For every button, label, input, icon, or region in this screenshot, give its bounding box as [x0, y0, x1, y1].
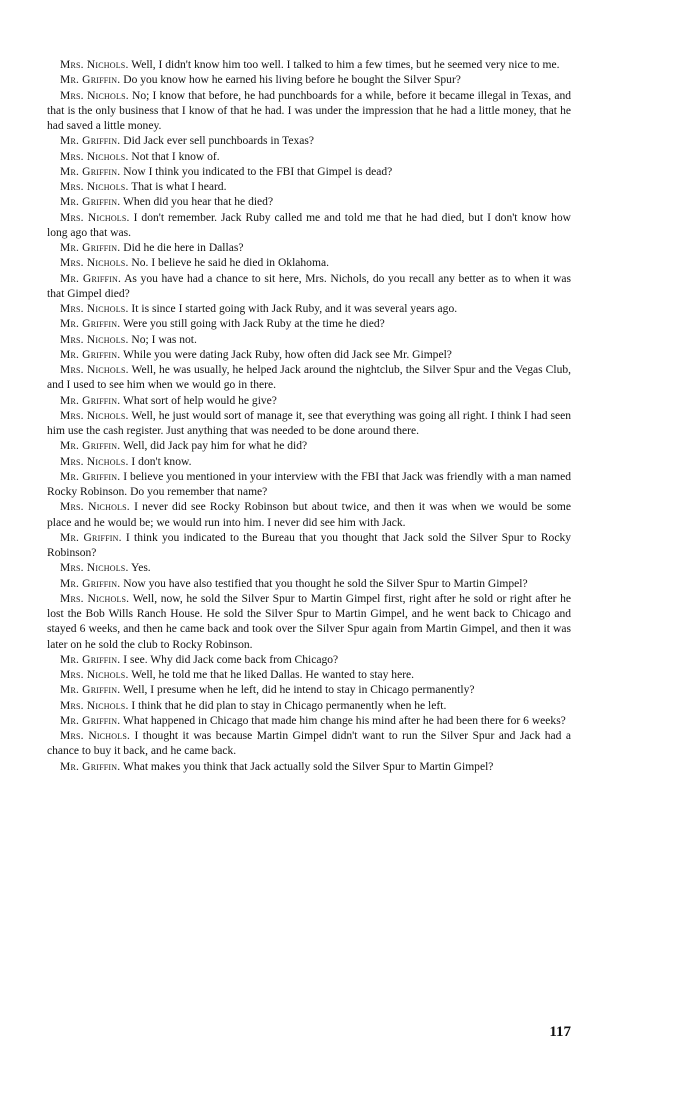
- speaker-name: Mr. Griffin.: [60, 165, 121, 178]
- speech-text: What makes you think that Jack actually sold the Silver Spur to Martin Gimpel?: [120, 760, 494, 773]
- speaker-name: Mr. Griffin.: [60, 760, 121, 773]
- transcript-paragraph: [47, 363, 571, 394]
- speech-text: Not that I know of.: [128, 150, 220, 163]
- speech-text: I don't know.: [128, 455, 192, 468]
- speaker-name: Mrs. Nichols.: [60, 592, 130, 605]
- transcript-paragraph: [47, 577, 571, 592]
- transcript-paragraph: [47, 760, 571, 775]
- speech-text: I see. Why did Jack come back from Chicago?: [120, 653, 339, 666]
- transcript-paragraph: [47, 653, 571, 668]
- speaker-name: Mr. Griffin.: [60, 684, 121, 697]
- transcript-paragraph: [47, 134, 571, 149]
- transcript-paragraph: [47, 73, 571, 88]
- speech-text: Well, I presume when he left, did he intend to stay in Chicago permanently?: [120, 684, 475, 697]
- speech-text: No; I know that before, he had punchboards for a while, before it became illegal in Texas, and that is the only business that I know of that he had. I was under the impression that he had a little money, that he had saved a little money.: [47, 89, 572, 132]
- speaker-name: Mrs. Nichols.: [60, 181, 129, 193]
- speaker-name: Mrs. Nichols.: [60, 669, 129, 681]
- speech-text: Well, he was usually, he helped Jack around the nightclub, the Silver Spur and the Vegas Club, and I used to see him when we would go in there.: [47, 364, 571, 392]
- speaker-name: Mrs. Nichols.: [60, 211, 130, 224]
- transcript-paragraph: [47, 500, 571, 531]
- speaker-name: Mr. Griffin.: [60, 714, 121, 727]
- speech-text: Now you have also testified that you thought he sold the Silver Spur to Martin Gimpel?: [120, 577, 528, 590]
- transcript-paragraph: [47, 256, 571, 271]
- transcript-paragraph: [47, 714, 571, 729]
- speech-text: I think you indicated to the Bureau that you thought that Jack sold the Silver Spur to Rocky Robinson?: [47, 531, 572, 559]
- transcript-paragraph: [47, 592, 571, 653]
- speaker-name: Mr. Griffin.: [60, 272, 122, 285]
- speech-text: Did he die here in Dallas?: [120, 242, 244, 254]
- speech-text: I think that he did plan to stay in Chicago permanently when he left.: [128, 699, 447, 712]
- speech-text: It is since I started going with Jack Ruby, and it was several years ago.: [128, 303, 458, 315]
- transcript-paragraph: [47, 211, 571, 242]
- transcript-paragraph: [47, 439, 571, 454]
- speech-text: Did Jack ever sell punchboards in Texas?: [120, 135, 314, 148]
- speaker-name: Mr. Griffin.: [60, 348, 121, 361]
- transcript-paragraph: [47, 683, 571, 698]
- transcript-paragraph: [47, 394, 571, 409]
- speech-text: Well, did Jack pay him for what he did?: [120, 440, 308, 453]
- speech-text: I don't remember. Jack Ruby called me and told me that he had died, but I don't know how long ago that was.: [47, 211, 571, 239]
- transcript-paragraph: [47, 195, 571, 210]
- transcript-paragraph: [47, 241, 571, 256]
- speech-text: Do you know how he earned his living before he bought the Silver Spur?: [120, 74, 461, 87]
- speech-text: Well, now, he sold the Silver Spur to Martin Gimpel first, right after he sold or right after he lost the Bob Wills Ranch House. He sold the Silver Spur to Martin Gimpel, and he went back to Chicago and stayed 6 weeks, and then he came back and took over the Silver Spur again from Martin Gimpel, and then it was later on he sold the club to Rocky Robinson.: [47, 592, 571, 651]
- transcript-paragraph: [47, 317, 571, 332]
- transcript-paragraph: [47, 150, 571, 165]
- transcript-paragraph: [47, 699, 571, 714]
- transcript-paragraph: [47, 668, 571, 683]
- speech-text: What sort of help would he give?: [120, 394, 277, 407]
- speaker-name: Mrs. Nichols.: [60, 501, 130, 514]
- speaker-name: Mrs. Nichols.: [60, 150, 129, 163]
- speaker-name: Mr. Griffin.: [60, 531, 122, 544]
- speech-text: While you were dating Jack Ruby, how often did Jack see Mr. Gimpel?: [120, 348, 452, 361]
- speech-text: Well, I didn't know him too well. I talked to him a few times, but he seemed very nice to me.: [128, 59, 560, 71]
- speaker-name: Mr. Griffin.: [60, 74, 121, 87]
- speech-text: What happened in Chicago that made him change his mind after he had been there for 6 weeks?: [120, 714, 566, 727]
- transcript-paragraph: [47, 165, 571, 180]
- speaker-name: Mrs. Nichols.: [60, 303, 129, 315]
- speaker-name: Mr. Griffin.: [60, 135, 121, 148]
- speaker-name: Mr. Griffin.: [60, 318, 121, 331]
- speaker-name: Mrs. Nichols.: [60, 89, 129, 102]
- speech-text: Yes.: [128, 562, 151, 575]
- speaker-name: Mrs. Nichols.: [60, 562, 129, 575]
- speaker-name: Mrs. Nichols.: [60, 257, 129, 270]
- speaker-name: Mr. Griffin.: [60, 196, 121, 209]
- speaker-name: Mrs. Nichols.: [60, 333, 129, 346]
- page-number: 117: [549, 1024, 571, 1040]
- transcript-paragraph: [47, 729, 571, 760]
- speech-text: When did you hear that he died?: [120, 196, 274, 209]
- speech-text: Were you still going with Jack Ruby at the time he died?: [120, 318, 385, 331]
- transcript-paragraph: [47, 470, 571, 501]
- transcript-paragraph: [47, 455, 571, 470]
- speech-text: That is what I heard.: [128, 181, 227, 193]
- speaker-name: Mrs. Nichols.: [60, 699, 129, 712]
- transcript-paragraph: [47, 561, 571, 576]
- speaker-name: Mrs. Nichols.: [60, 364, 129, 376]
- testimony-page: [47, 58, 571, 775]
- speech-text: I never did see Rocky Robinson but about twice, and then it was when we would be some place and he would be; we would run into him. I never did see him with Jack.: [47, 501, 571, 529]
- speaker-name: Mrs. Nichols.: [60, 730, 131, 742]
- speaker-name: Mr. Griffin.: [60, 242, 121, 254]
- speaker-name: Mrs. Nichols.: [60, 455, 129, 468]
- transcript-paragraph: [47, 302, 571, 317]
- transcript-paragraph: [47, 89, 571, 135]
- transcript-paragraph: [47, 409, 571, 440]
- speech-text: No. I believe he said he died in Oklahoma.: [128, 257, 329, 270]
- speech-text: No; I was not.: [128, 333, 197, 346]
- speech-text: I thought it was because Martin Gimpel didn't want to run the Silver Spur and Jack had a chance to buy it back, and he came back.: [47, 730, 571, 758]
- transcript-paragraph: [47, 180, 571, 195]
- speech-text: I believe you mentioned in your interview with the FBI that Jack was friendly with a man named Rocky Robinson. Do you remember that name?: [47, 470, 572, 498]
- transcript-paragraph: [47, 333, 571, 348]
- speech-text: As you have had a chance to sit here, Mrs. Nichols, do you recall any better as to when it was that Gimpel died?: [47, 272, 571, 300]
- speaker-name: Mrs. Nichols.: [60, 409, 129, 422]
- speech-text: Well, he told me that he liked Dallas. He wanted to stay here.: [128, 669, 415, 681]
- transcript-paragraph: [47, 58, 571, 73]
- speaker-name: Mr. Griffin.: [60, 394, 121, 407]
- transcript-paragraph: [47, 272, 571, 303]
- speaker-name: Mr. Griffin.: [60, 440, 121, 453]
- speaker-name: Mr. Griffin.: [60, 653, 121, 666]
- transcript-paragraph: [47, 348, 571, 363]
- speaker-name: Mr. Griffin.: [60, 470, 121, 483]
- speaker-name: Mr. Griffin.: [60, 577, 121, 590]
- transcript-paragraph: [47, 531, 571, 562]
- speech-text: Now I think you indicated to the FBI that Gimpel is dead?: [120, 165, 393, 178]
- speech-text: Well, he just would sort of manage it, see that everything was going all right. I think I had seen him use the cash register. Just anything that was needed to be done around there.: [47, 409, 571, 437]
- speaker-name: Mrs. Nichols.: [60, 59, 129, 71]
